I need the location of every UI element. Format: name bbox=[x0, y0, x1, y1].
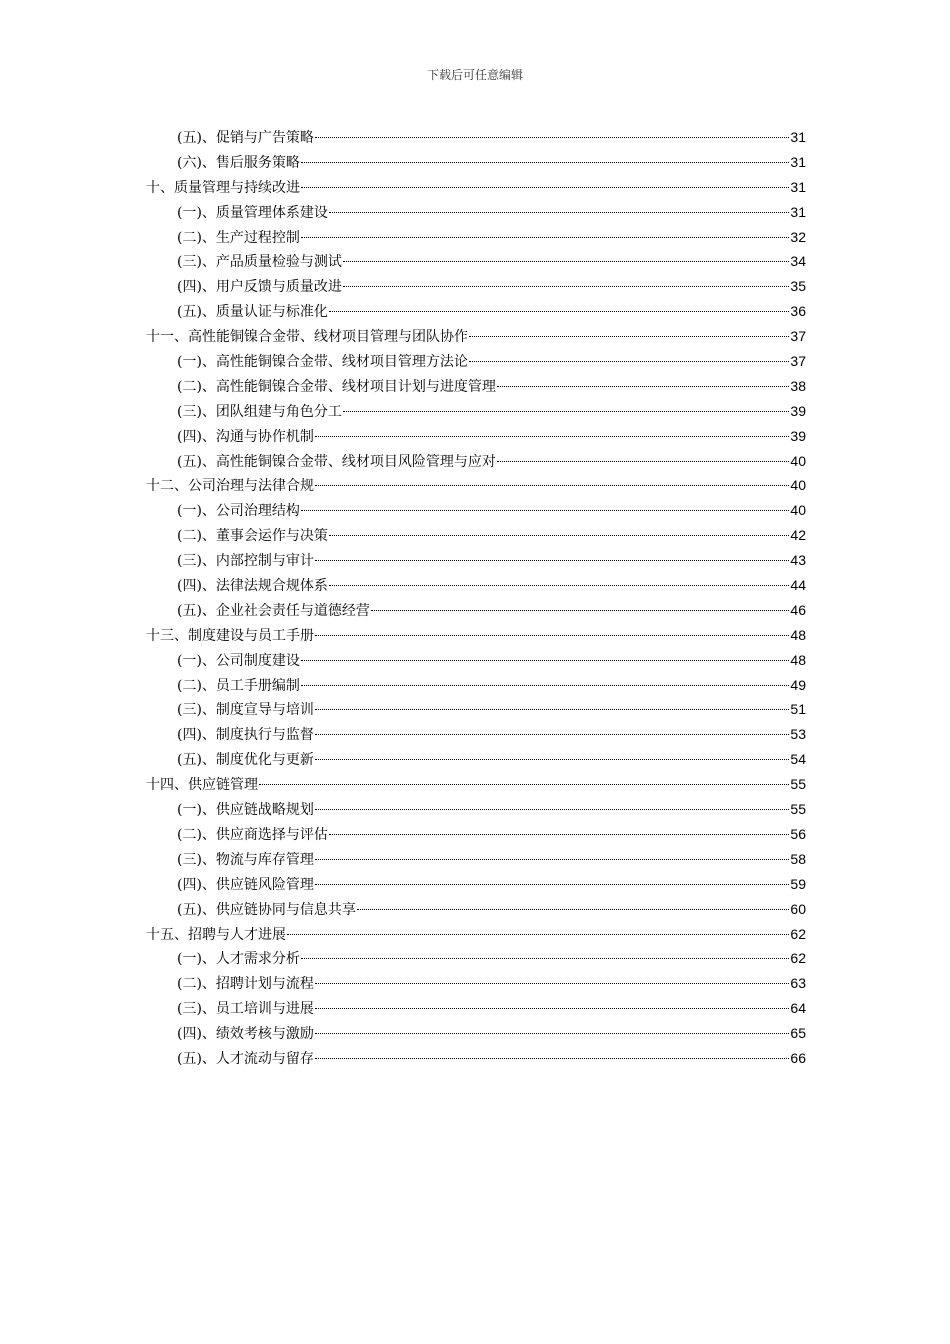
toc-dot-leader bbox=[301, 685, 789, 686]
toc-dot-leader bbox=[315, 884, 789, 885]
toc-dot-leader bbox=[301, 660, 789, 661]
toc-entry-title: (四)、制度执行与监督 bbox=[177, 727, 314, 744]
toc-entry-title: (二)、高性能铜镍合金带、线材项目计划与进度管理 bbox=[177, 378, 496, 395]
toc-dot-leader bbox=[259, 784, 789, 785]
toc-entry-title: (三)、团队组建与角色分工 bbox=[177, 403, 342, 420]
toc-dot-leader bbox=[315, 560, 789, 561]
toc-entry[interactable] bbox=[146, 722, 806, 747]
toc-dot-leader bbox=[301, 510, 789, 511]
toc-entry[interactable] bbox=[146, 573, 806, 598]
toc-entry[interactable] bbox=[146, 822, 806, 847]
toc-entry[interactable] bbox=[146, 249, 806, 274]
toc-entry-page-number: 62 bbox=[790, 950, 806, 967]
toc-entry[interactable] bbox=[146, 424, 806, 449]
toc-dot-leader bbox=[301, 162, 789, 163]
toc-entry-title: (二)、董事会运作与决策 bbox=[177, 528, 328, 545]
toc-entry-page-number: 37 bbox=[790, 353, 806, 370]
toc-entry-page-number: 36 bbox=[790, 303, 806, 320]
toc-entry[interactable] bbox=[146, 922, 806, 947]
toc-entry-title: (四)、用户反馈与质量改进 bbox=[177, 279, 342, 296]
toc-entry-title: (三)、产品质量检验与测试 bbox=[177, 254, 342, 271]
toc-entry[interactable] bbox=[146, 996, 806, 1021]
toc-dot-leader bbox=[315, 635, 789, 636]
toc-entry-page-number: 35 bbox=[790, 278, 806, 295]
toc-entry-page-number: 39 bbox=[790, 402, 806, 419]
toc-entry-page-number: 48 bbox=[790, 651, 806, 668]
toc-entry-title: (三)、员工培训与进展 bbox=[177, 1001, 314, 1018]
toc-dot-leader bbox=[301, 958, 789, 959]
toc-entry[interactable] bbox=[146, 473, 806, 498]
toc-entry[interactable] bbox=[146, 772, 806, 797]
toc-entry-title: 十三、制度建设与员工手册 bbox=[146, 627, 314, 644]
toc-entry-title: (五)、人才流动与留存 bbox=[177, 1050, 314, 1067]
toc-entry[interactable] bbox=[146, 897, 806, 922]
toc-entry-page-number: 31 bbox=[790, 153, 806, 170]
toc-entry-page-number: 48 bbox=[790, 626, 806, 643]
toc-entry-page-number: 40 bbox=[790, 452, 806, 469]
toc-entry[interactable] bbox=[146, 673, 806, 698]
toc-entry-title: (二)、生产过程控制 bbox=[177, 229, 300, 246]
toc-entry-title: (四)、绩效考核与激励 bbox=[177, 1026, 314, 1043]
toc-entry-title: (五)、企业社会责任与道德经营 bbox=[177, 602, 370, 619]
toc-dot-leader bbox=[343, 286, 789, 287]
toc-dot-leader bbox=[329, 212, 789, 213]
toc-entry-page-number: 46 bbox=[790, 601, 806, 618]
toc-entry-title: (三)、内部控制与审计 bbox=[177, 553, 314, 570]
toc-entry-title: (二)、供应商选择与评估 bbox=[177, 826, 328, 843]
toc-entry[interactable] bbox=[146, 274, 806, 299]
toc-entry-page-number: 37 bbox=[790, 328, 806, 345]
toc-entry-page-number: 55 bbox=[790, 776, 806, 793]
toc-entry-page-number: 31 bbox=[790, 129, 806, 145]
toc-dot-leader bbox=[315, 759, 789, 760]
toc-entry-title: (一)、公司制度建设 bbox=[177, 652, 300, 669]
table-of-contents bbox=[146, 125, 806, 1071]
toc-entry-title: (一)、质量管理体系建设 bbox=[177, 204, 328, 221]
toc-entry[interactable] bbox=[146, 872, 806, 897]
toc-dot-leader bbox=[301, 237, 789, 238]
toc-dot-leader bbox=[497, 461, 789, 462]
toc-entry-title: (五)、高性能铜镍合金带、线材项目风险管理与应对 bbox=[177, 453, 496, 470]
toc-entry-page-number: 40 bbox=[790, 477, 806, 494]
toc-dot-leader bbox=[469, 336, 789, 337]
toc-entry[interactable] bbox=[146, 399, 806, 424]
toc-entry-page-number: 34 bbox=[790, 253, 806, 270]
toc-dot-leader bbox=[315, 734, 789, 735]
toc-entry-page-number: 40 bbox=[790, 502, 806, 519]
toc-entry-title: 十一、高性能铜镍合金带、线材项目管理与团队协作 bbox=[146, 329, 468, 346]
toc-entry-title: (一)、公司治理结构 bbox=[177, 503, 300, 520]
toc-entry-page-number: 44 bbox=[790, 577, 806, 594]
toc-entry[interactable] bbox=[146, 548, 806, 573]
toc-entry-page-number: 54 bbox=[790, 751, 806, 768]
toc-entry[interactable] bbox=[146, 324, 806, 349]
toc-entry[interactable] bbox=[146, 697, 806, 722]
toc-dot-leader bbox=[315, 1058, 789, 1059]
toc-entry-title: 十、质量管理与持续改进 bbox=[146, 179, 300, 196]
toc-entry-page-number: 56 bbox=[790, 825, 806, 842]
toc-dot-leader bbox=[329, 834, 789, 835]
toc-entry-title: (三)、物流与库存管理 bbox=[177, 851, 314, 868]
toc-entry-page-number: 62 bbox=[790, 925, 806, 942]
toc-entry[interactable] bbox=[146, 1021, 806, 1046]
toc-entry[interactable] bbox=[146, 200, 806, 225]
toc-entry[interactable] bbox=[146, 648, 806, 673]
toc-entry-page-number: 55 bbox=[790, 801, 806, 818]
toc-dot-leader bbox=[329, 311, 789, 312]
toc-entry[interactable] bbox=[146, 623, 806, 648]
toc-entry-page-number: 42 bbox=[790, 527, 806, 544]
toc-entry-page-number: 53 bbox=[790, 726, 806, 743]
toc-entry-page-number: 60 bbox=[790, 900, 806, 917]
toc-entry-page-number: 66 bbox=[790, 1049, 806, 1066]
toc-entry[interactable] bbox=[146, 523, 806, 548]
toc-entry-title: (二)、员工手册编制 bbox=[177, 677, 300, 694]
toc-dot-leader bbox=[315, 859, 789, 860]
toc-entry-page-number: 43 bbox=[790, 552, 806, 569]
toc-dot-leader bbox=[371, 610, 789, 611]
toc-entry[interactable] bbox=[146, 449, 806, 474]
toc-entry[interactable] bbox=[146, 847, 806, 872]
toc-entry[interactable] bbox=[146, 349, 806, 374]
toc-dot-leader bbox=[315, 1033, 789, 1034]
toc-entry[interactable] bbox=[146, 971, 806, 996]
toc-dot-leader bbox=[315, 1008, 789, 1009]
toc-entry[interactable] bbox=[146, 125, 806, 150]
toc-dot-leader bbox=[315, 485, 789, 486]
toc-entry[interactable] bbox=[146, 175, 806, 200]
toc-entry[interactable] bbox=[146, 946, 806, 971]
toc-entry-title: (六)、售后服务策略 bbox=[177, 154, 300, 171]
toc-entry[interactable] bbox=[146, 747, 806, 772]
toc-dot-leader bbox=[329, 535, 789, 536]
toc-dot-leader bbox=[315, 809, 789, 810]
toc-entry-page-number: 38 bbox=[790, 377, 806, 394]
toc-entry-title: (五)、供应链协同与信息共享 bbox=[177, 901, 356, 918]
toc-entry-page-number: 39 bbox=[790, 427, 806, 444]
toc-dot-leader bbox=[343, 261, 789, 262]
toc-dot-leader bbox=[343, 411, 789, 412]
toc-entry-title: (四)、法律法规合规体系 bbox=[177, 578, 328, 595]
toc-entry-title: (一)、高性能铜镍合金带、线材项目管理方法论 bbox=[177, 354, 468, 371]
toc-entry-title: (一)、供应链战略规划 bbox=[177, 802, 314, 819]
toc-entry-title: (五)、质量认证与标准化 bbox=[177, 304, 328, 321]
toc-entry-page-number: 32 bbox=[790, 228, 806, 245]
toc-entry[interactable] bbox=[146, 598, 806, 623]
toc-dot-leader bbox=[497, 386, 789, 387]
toc-dot-leader bbox=[469, 361, 789, 362]
toc-entry[interactable] bbox=[146, 1046, 806, 1071]
toc-entry-title: (五)、制度优化与更新 bbox=[177, 752, 314, 769]
toc-entry-page-number: 65 bbox=[790, 1025, 806, 1042]
toc-entry-title: (四)、供应链风险管理 bbox=[177, 876, 314, 893]
toc-dot-leader bbox=[315, 137, 789, 138]
toc-entry-page-number: 64 bbox=[790, 1000, 806, 1017]
toc-entry[interactable] bbox=[146, 498, 806, 523]
toc-entry-page-number: 59 bbox=[790, 875, 806, 892]
toc-entry[interactable] bbox=[146, 299, 806, 324]
toc-entry-page-number: 31 bbox=[790, 203, 806, 220]
toc-entry[interactable] bbox=[146, 374, 806, 399]
toc-dot-leader bbox=[287, 934, 789, 935]
toc-entry-title: 十二、公司治理与法律合规 bbox=[146, 478, 314, 495]
toc-entry-title: 十五、招聘与人才进展 bbox=[146, 926, 286, 943]
toc-entry[interactable] bbox=[146, 225, 806, 250]
toc-entry[interactable] bbox=[146, 150, 806, 175]
toc-dot-leader bbox=[315, 709, 789, 710]
toc-dot-leader bbox=[357, 909, 789, 910]
toc-dot-leader bbox=[315, 436, 789, 437]
toc-dot-leader bbox=[329, 585, 789, 586]
toc-entry-page-number: 49 bbox=[790, 676, 806, 693]
toc-entry-title: (三)、制度宣导与培训 bbox=[177, 702, 314, 719]
toc-entry-page-number: 31 bbox=[790, 178, 806, 195]
page-header: 下载后可任意编辑 bbox=[426, 68, 523, 82]
toc-entry-page-number: 58 bbox=[790, 850, 806, 867]
toc-entry-page-number: 51 bbox=[790, 701, 806, 718]
toc-entry-title: (五)、促销与广告策略 bbox=[177, 130, 314, 146]
toc-dot-leader bbox=[301, 187, 789, 188]
toc-entry-title: (一)、人才需求分析 bbox=[177, 951, 300, 968]
toc-entry[interactable] bbox=[146, 797, 806, 822]
toc-entry-title: (四)、沟通与协作机制 bbox=[177, 428, 314, 445]
toc-entry-page-number: 63 bbox=[790, 975, 806, 992]
toc-dot-leader bbox=[315, 983, 789, 984]
toc-entry-title: 十四、供应链管理 bbox=[146, 777, 258, 794]
toc-entry-title: (二)、招聘计划与流程 bbox=[177, 976, 314, 993]
